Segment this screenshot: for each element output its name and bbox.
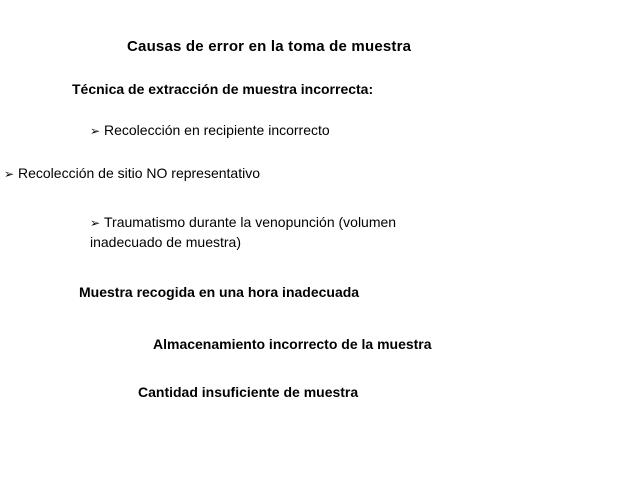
bullet-text: Recolección de sitio NO representativo: [18, 165, 261, 181]
item-sampling-time: Muestra recogida en una hora inadecuada: [79, 284, 360, 300]
arrow-bullet-icon: ➢: [90, 124, 101, 138]
bullet-item-1: [90, 121, 330, 140]
bullet-text: Recolección en recipiente incorrecto: [104, 122, 330, 138]
bullet-item-2: [4, 164, 260, 183]
item-storage: Almacenamiento incorrecto de la muestra: [153, 336, 432, 352]
arrow-bullet-icon: ➢: [4, 167, 15, 181]
arrow-bullet-icon: ➢: [90, 216, 101, 230]
slide-title: Causas de error en la toma de muestra: [127, 38, 412, 55]
bullet-item-3: [90, 213, 450, 252]
section-heading: Técnica de extracción de muestra incorrecta:: [72, 81, 374, 97]
item-quantity: Cantidad insuficiente de muestra: [138, 384, 359, 400]
bullet-text: Traumatismo durante la venopunción (volumen inadecuado de muestra): [90, 214, 397, 250]
